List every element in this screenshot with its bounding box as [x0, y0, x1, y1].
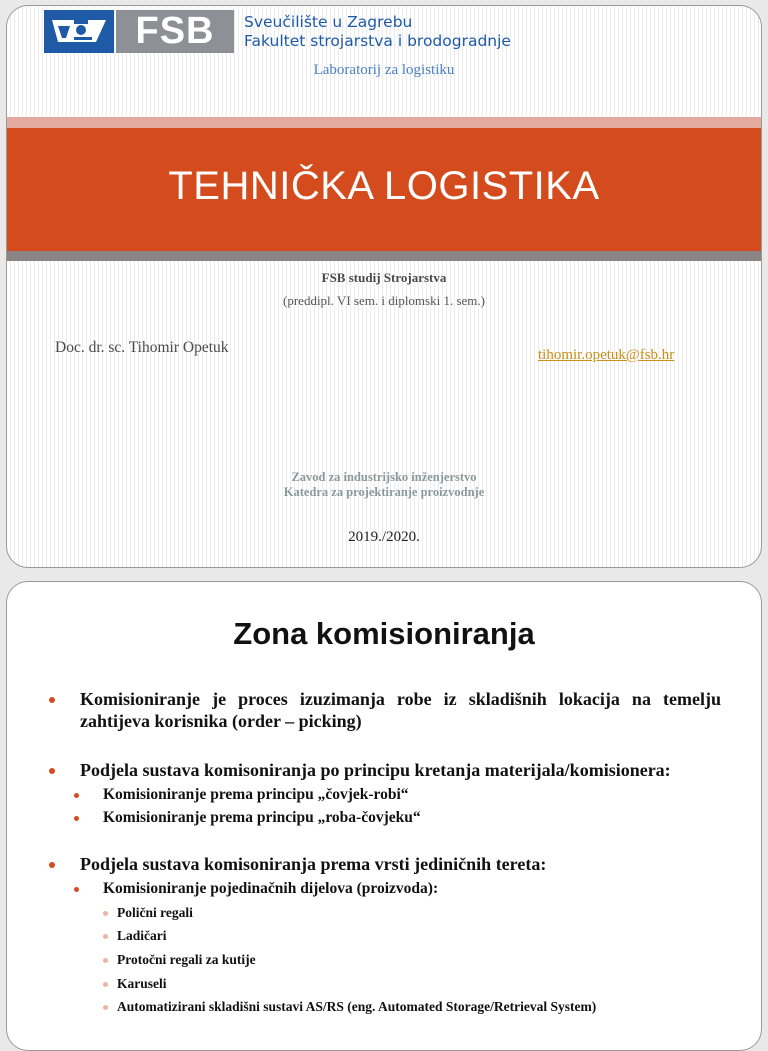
- logo-faculty: Fakultet strojarstva i brodogradnje: [244, 31, 511, 50]
- bullet-text: Komisioniranje pojedinačnih dijelova (proizvoda):: [103, 880, 439, 897]
- bullet-item: [117, 927, 167, 944]
- author-name: Doc. dr. sc. Tihomir Opetuk: [55, 339, 229, 356]
- content-slide: [6, 581, 762, 1051]
- bullet-item: [103, 879, 438, 898]
- bullet-text: Komisioniranje prema principu „roba-čovjeku“: [103, 809, 421, 826]
- fsb-logo: [44, 10, 511, 53]
- academic-year: 2019./2020.: [348, 529, 420, 545]
- bullet-item: [80, 853, 730, 875]
- bullet-text: Podjela sustava komisoniranja prema vrsti jediničnih tereta:: [80, 854, 547, 874]
- bullet-item: [117, 904, 193, 921]
- bullet-text: Automatizirani skladišni sustavi AS/RS (eng. Automated Storage/Retrieval System): [117, 999, 597, 1014]
- bullet-item: [117, 951, 256, 968]
- logo-institution-text: [244, 13, 511, 51]
- bullet-item: [80, 688, 721, 732]
- author-email-link[interactable]: tihomir.opetuk@fsb.hr: [538, 347, 675, 363]
- bullet-item: [103, 808, 421, 827]
- slide-title: Zona komisioniranja: [233, 616, 535, 651]
- bullet-item: [117, 975, 167, 992]
- bullet-dot-icon: [74, 887, 79, 892]
- course-title: TEHNIČKA LOGISTIKA: [168, 164, 600, 208]
- department-name: Zavod za industrijsko inženjerstvo: [291, 470, 477, 484]
- study-program: FSB studij Strojarstva: [321, 270, 447, 285]
- chair-name: Katedra za projektiranje proizvodnje: [283, 485, 485, 499]
- bullet-item: [117, 998, 596, 1015]
- bullet-text: Polični regali: [117, 905, 193, 920]
- bullet-dot-icon: [74, 793, 79, 798]
- laboratory-name: Laboratorij za logistiku: [313, 62, 455, 78]
- title-band-top-stripe: [7, 117, 761, 128]
- bullet-item: [103, 785, 409, 804]
- title-slide: [6, 5, 762, 568]
- fsb-ship-icon: [44, 10, 114, 53]
- title-band: [7, 128, 761, 251]
- bullet-dot-icon: [103, 911, 108, 916]
- bullet-dot-icon: [49, 768, 55, 774]
- bullet-dot-icon: [103, 934, 108, 939]
- bullet-text: Komisioniranje je proces izuzimanja robe iz skladišnih lokacija na temelju zahtijeva korisnika (order – picking): [80, 689, 721, 731]
- bullet-item: [80, 759, 730, 781]
- bullet-dot-icon: [49, 862, 55, 868]
- semester-info: (preddipl. VI sem. i diplomski 1. sem.): [283, 293, 485, 308]
- logo-wordmark: FSB: [116, 10, 234, 53]
- bullet-dot-icon: [103, 1005, 108, 1010]
- bullet-dot-icon: [74, 816, 79, 821]
- bullet-text: Protočni regali za kutije: [117, 952, 256, 967]
- bullet-text: Karuseli: [117, 976, 167, 991]
- bullet-text: Ladičari: [117, 928, 167, 943]
- bullet-dot-icon: [103, 982, 108, 987]
- logo-university: Sveučilište u Zagrebu: [244, 12, 413, 31]
- bullet-dot-icon: [49, 697, 55, 703]
- bullet-text: Podjela sustava komisoniranja po principu kretanja materijala/komisionera:: [80, 760, 671, 780]
- bullet-dot-icon: [103, 958, 108, 963]
- title-band-bottom-stripe: [7, 251, 761, 261]
- bullet-text: Komisioniranje prema principu „čovjek-robi“: [103, 786, 409, 803]
